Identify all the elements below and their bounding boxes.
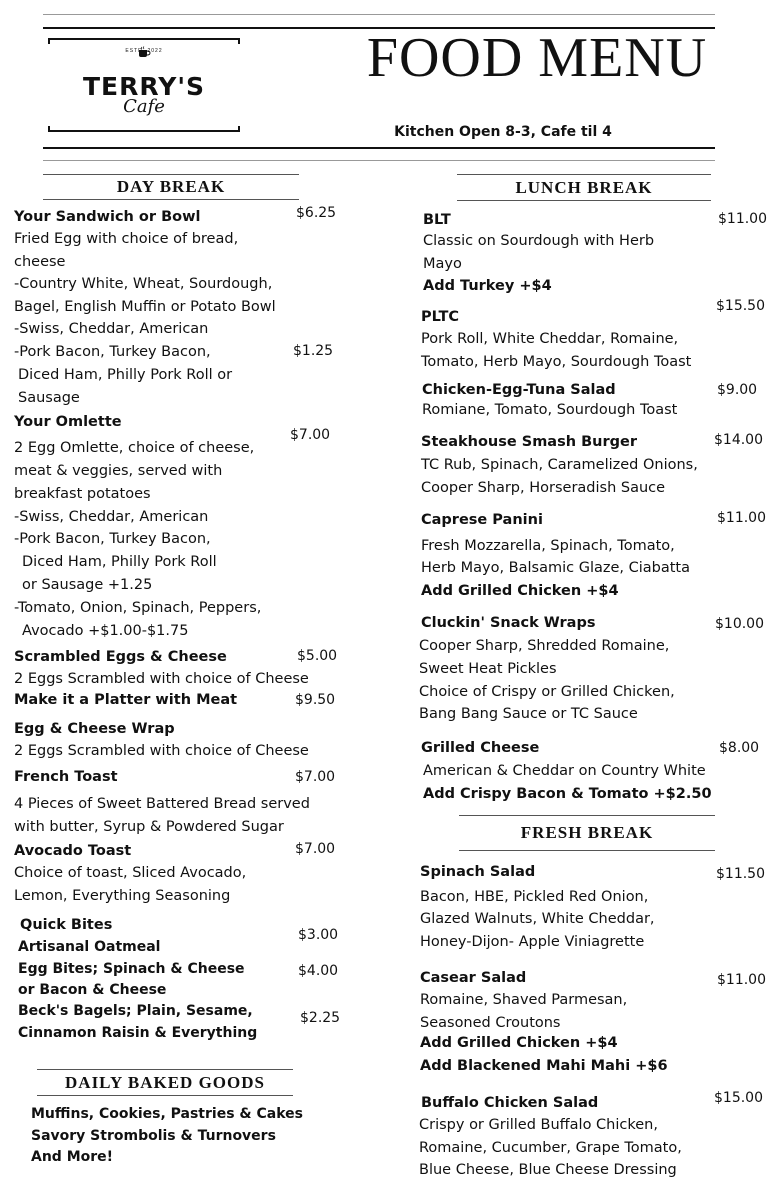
item-price: $10.00 — [715, 616, 764, 632]
fresh-break-heading: FRESH BREAK — [459, 815, 715, 851]
item-desc: meat & veggies, served with — [14, 463, 223, 479]
item-desc: or Sausage +1.25 — [22, 577, 153, 593]
item-desc: 2 Egg Omlette, choice of cheese, — [14, 440, 255, 456]
item-name: Avocado Toast — [14, 843, 132, 859]
quick-bite: Egg Bites; Spinach & Cheese — [18, 961, 245, 977]
item-desc: Fresh Mozzarella, Spinach, Tomato, — [421, 538, 675, 554]
item-name: PLTC — [421, 309, 459, 325]
item-name: Buffalo Chicken Salad — [421, 1095, 599, 1111]
item-desc: Seasoned Croutons — [420, 1015, 561, 1031]
item-price: $7.00 — [295, 769, 336, 785]
item-desc: Sweet Heat Pickles — [419, 661, 557, 677]
item-name: Steakhouse Smash Burger — [421, 434, 637, 450]
item-desc: -Swiss, Cheddar, American — [14, 509, 209, 525]
item-desc: -Tomato, Onion, Spinach, Peppers, — [14, 600, 262, 616]
item-desc: Bang Bang Sauce or TC Sauce — [419, 706, 638, 722]
item-addon: Add Grilled Chicken +$4 — [420, 1035, 618, 1051]
baked-goods-line: Savory Strombolis & Turnovers — [31, 1128, 276, 1144]
item-desc: Choice of Crispy or Grilled Chicken, — [419, 684, 675, 700]
item-name: Cluckin' Snack Wraps — [421, 615, 596, 631]
day-break-heading: DAY BREAK — [43, 174, 299, 200]
item-desc: Romaine, Cucumber, Grape Tomato, — [419, 1140, 682, 1156]
item-price: $11.50 — [716, 866, 765, 882]
item-desc: 4 Pieces of Sweet Battered Bread served — [14, 796, 310, 812]
item-name: Your Sandwich or Bowl — [14, 209, 201, 225]
lunch-break-heading: LUNCH BREAK — [457, 174, 711, 201]
item-price: $11.00 — [717, 510, 766, 526]
logo-sub: Cafe — [123, 96, 165, 117]
logo-name: TERRY'S — [82, 72, 206, 101]
header-bottom-rule — [43, 147, 715, 149]
item-price: $11.00 — [717, 972, 766, 988]
quick-bite: or Bacon & Cheese — [18, 982, 167, 998]
quick-bite: Cinnamon Raisin & Everything — [18, 1025, 258, 1041]
item-desc: breakfast potatoes — [14, 486, 151, 502]
item-desc: Bagel, English Muffin or Potato Bowl — [14, 299, 276, 315]
quick-bite: Beck's Bagels; Plain, Sesame, — [18, 1003, 253, 1019]
top-rule — [43, 14, 715, 15]
item-name: Casear Salad — [420, 970, 527, 986]
item-name: French Toast — [14, 769, 118, 785]
item-desc: Choice of toast, Sliced Avocado, — [14, 865, 247, 881]
item-price: $9.00 — [717, 382, 758, 398]
item-desc: -Pork Bacon, Turkey Bacon, — [14, 344, 211, 360]
item-desc: Romaine, Shaved Parmesan, — [420, 992, 628, 1008]
item-name: Chicken-Egg-Tuna Salad — [422, 382, 616, 398]
item-price: $15.50 — [716, 298, 765, 314]
logo-estd: ESTD. 2022 — [125, 48, 163, 54]
item-price: $1.25 — [293, 343, 334, 359]
item-price: $11.00 — [718, 211, 767, 227]
item-desc: cheese — [14, 254, 66, 270]
item-desc: with butter, Syrup & Powdered Sugar — [14, 819, 284, 835]
item-desc: Romiane, Tomato, Sourdough Toast — [422, 402, 678, 418]
item-price: $14.00 — [714, 432, 763, 448]
item-price: $4.00 — [298, 963, 339, 979]
item-desc: -Pork Bacon, Turkey Bacon, — [14, 531, 211, 547]
item-price: $15.00 — [714, 1090, 763, 1106]
item-desc: -Swiss, Cheddar, American — [14, 321, 209, 337]
item-addon: Make it a Platter with Meat — [14, 692, 238, 708]
item-name: Your Omlette — [14, 414, 122, 430]
item-desc: Classic on Sourdough with Herb — [423, 233, 655, 249]
kitchen-hours: Kitchen Open 8-3, Cafe til 4 — [394, 124, 612, 140]
item-desc: Diced Ham, Philly Pork Roll — [22, 554, 217, 570]
cafe-logo — [48, 38, 240, 132]
item-desc: Lemon, Everything Seasoning — [14, 888, 231, 904]
item-desc: Diced Ham, Philly Pork Roll or — [18, 367, 233, 383]
item-addon: Add Blackened Mahi Mahi +$6 — [420, 1058, 668, 1074]
item-desc: Cooper Sharp, Horseradish Sauce — [421, 480, 666, 496]
item-name: Spinach Salad — [420, 864, 536, 880]
item-addon: Add Grilled Chicken +$4 — [421, 583, 619, 599]
item-name: Egg & Cheese Wrap — [14, 721, 175, 737]
item-desc: Honey-Dijon- Apple Viniagrette — [420, 934, 645, 950]
item-name: BLT — [423, 212, 451, 228]
item-desc: Blue Cheese, Blue Cheese Dressing — [419, 1162, 677, 1178]
item-desc: Mayo — [423, 256, 462, 272]
item-desc: Sausage — [18, 390, 80, 406]
item-price: $8.00 — [719, 740, 760, 756]
item-desc: Fried Egg with choice of bread, — [14, 231, 239, 247]
page-title: FOOD MENU — [366, 27, 708, 89]
item-name: Caprese Panini — [421, 512, 543, 528]
item-desc: 2 Eggs Scrambled with choice of Cheese — [14, 743, 309, 759]
item-desc: Tomato, Herb Mayo, Sourdough Toast — [421, 354, 692, 370]
item-desc: Glazed Walnuts, White Cheddar, — [420, 911, 655, 927]
item-desc: -Country White, Wheat, Sourdough, — [14, 276, 273, 292]
item-price: $6.25 — [296, 205, 337, 221]
item-price: $7.00 — [290, 427, 331, 443]
header-under-rule — [43, 160, 715, 161]
item-name: Grilled Cheese — [421, 740, 540, 756]
item-price: $7.00 — [295, 841, 336, 857]
item-desc: Herb Mayo, Balsamic Glaze, Ciabatta — [421, 560, 690, 576]
item-price: $3.00 — [298, 927, 339, 943]
item-price: $9.50 — [295, 692, 336, 708]
item-desc: Crispy or Grilled Buffalo Chicken, — [419, 1117, 658, 1133]
item-addon: Add Crispy Bacon & Tomato +$2.50 — [423, 786, 712, 802]
item-desc: Avocado +$1.00-$1.75 — [22, 623, 189, 639]
item-price: $5.00 — [297, 648, 338, 664]
item-name: Scrambled Eggs & Cheese — [14, 649, 227, 665]
item-desc: TC Rub, Spinach, Caramelized Onions, — [421, 457, 698, 473]
item-desc: 2 Eggs Scrambled with choice of Cheese — [14, 671, 309, 687]
item-price: $2.25 — [300, 1010, 341, 1026]
item-desc: American & Cheddar on Country White — [423, 763, 706, 779]
baked-goods-line: And More! — [31, 1149, 114, 1165]
item-desc: Cooper Sharp, Shredded Romaine, — [419, 638, 670, 654]
quick-bite: Artisanal Oatmeal — [18, 939, 161, 955]
item-desc: Bacon, HBE, Pickled Red Onion, — [420, 889, 649, 905]
item-desc: Pork Roll, White Cheddar, Romaine, — [421, 331, 679, 347]
daily-baked-goods-heading: DAILY BAKED GOODS — [37, 1069, 293, 1096]
item-addon: Add Turkey +$4 — [423, 278, 552, 294]
item-name: Quick Bites — [20, 917, 113, 933]
baked-goods-line: Muffins, Cookies, Pastries & Cakes — [31, 1106, 303, 1122]
